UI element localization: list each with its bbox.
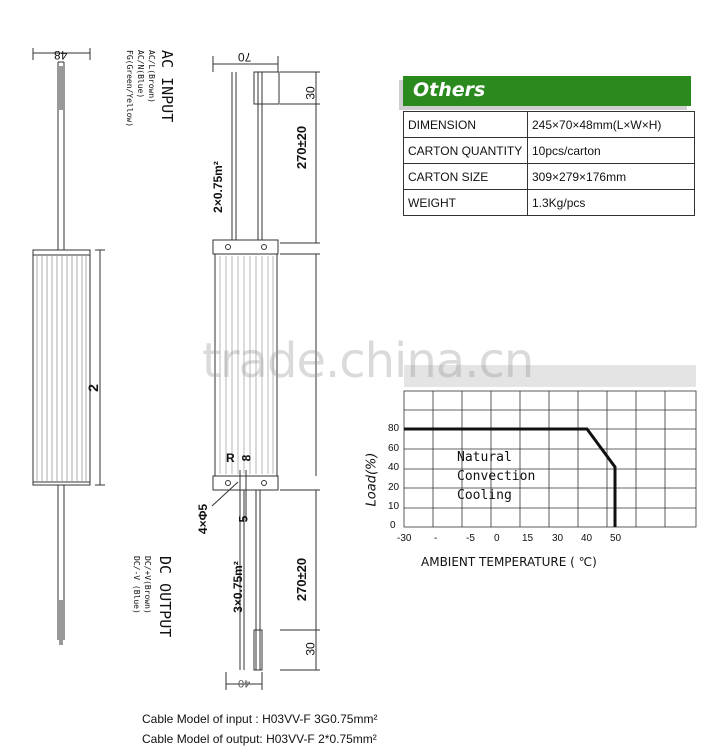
dc-line-2: DC/-V (Blue)	[132, 556, 141, 614]
y-tick: 10	[388, 501, 400, 512]
annotation-line: Cooling	[457, 488, 512, 503]
ac-input-title: AC INPUT	[158, 50, 176, 123]
caption-output: Cable Model of output: H03VV-F 2*0.75mm²	[142, 732, 377, 746]
spec-value: 309×279×176mm	[528, 164, 695, 190]
dim-width-48: 48	[54, 48, 68, 62]
watermark: trade.china.cn	[202, 333, 534, 389]
y-tick: 80	[388, 423, 400, 434]
dim-5: 5	[236, 515, 251, 523]
x-tick: -5	[466, 533, 475, 544]
y-tick: 0	[390, 520, 396, 531]
dc-line-1: DC/+V(Brown)	[143, 556, 152, 614]
dim-top-lead: 270±20	[294, 125, 310, 170]
spec-label: DIMENSION	[404, 112, 528, 138]
dim-bottom-40: 40	[238, 677, 251, 689]
cooling-annotation	[457, 448, 535, 505]
table-row	[404, 164, 695, 190]
y-tick: 20	[388, 482, 400, 493]
dim-top-70: 70	[238, 50, 252, 64]
chart-ylabel: Load(%)	[364, 452, 380, 507]
dc-output-title: DC OUTPUT	[156, 556, 174, 638]
spec-header	[403, 76, 691, 106]
ac-line-2: AC/N(Blue)	[136, 50, 145, 99]
y-tick: 60	[388, 443, 400, 454]
x-tick: 50	[610, 533, 622, 544]
table-row	[404, 112, 695, 138]
derating-chart	[404, 365, 696, 527]
annotation-line: Convection	[457, 469, 536, 484]
spec-value: 245×70×48mm(L×W×H)	[528, 112, 695, 138]
caption-input: Cable Model of input : H03VV-F 3G0.75mm²	[142, 712, 378, 726]
spec-table	[403, 111, 695, 216]
x-tick: 30	[552, 533, 564, 544]
dim-8: 8	[239, 454, 254, 462]
x-tick: 0	[494, 533, 500, 544]
dim-body: 2	[84, 384, 101, 392]
dim-top-lead-end: 30	[303, 86, 318, 100]
x-tick: 40	[581, 533, 593, 544]
chart-xlabel: AMBIENT TEMPERATURE ( ℃)	[421, 555, 597, 569]
spec-label: CARTON SIZE	[404, 164, 528, 190]
table-row	[404, 138, 695, 164]
output-wire-label: 3×0.75m²	[230, 561, 245, 613]
spec-header-title: Others	[413, 79, 486, 101]
ac-line-1: AC/L(Brown)	[147, 50, 156, 103]
hole-label: 4×Φ5	[196, 503, 211, 535]
spec-label: WEIGHT	[404, 190, 528, 216]
spec-value: 1.3Kg/pcs	[528, 190, 695, 216]
spec-label: CARTON QUANTITY	[404, 138, 528, 164]
dim-bottom-lead: 270±20	[294, 557, 310, 602]
ac-line-3: FG(Green/Yellow)	[125, 50, 134, 128]
ac-input-label	[0, 50, 176, 160]
x-tick: -	[434, 533, 438, 544]
dim-bottom-lead-end: 30	[303, 642, 318, 656]
spec-value: 10pcs/carton	[528, 138, 695, 164]
x-tick: -30	[397, 533, 412, 544]
radius-label: R	[226, 451, 235, 465]
y-tick: 40	[388, 462, 400, 473]
x-tick: 15	[522, 533, 534, 544]
table-row	[404, 190, 695, 216]
input-wire-label: 2×0.75m²	[210, 161, 225, 213]
annotation-line: Natural	[457, 450, 512, 465]
